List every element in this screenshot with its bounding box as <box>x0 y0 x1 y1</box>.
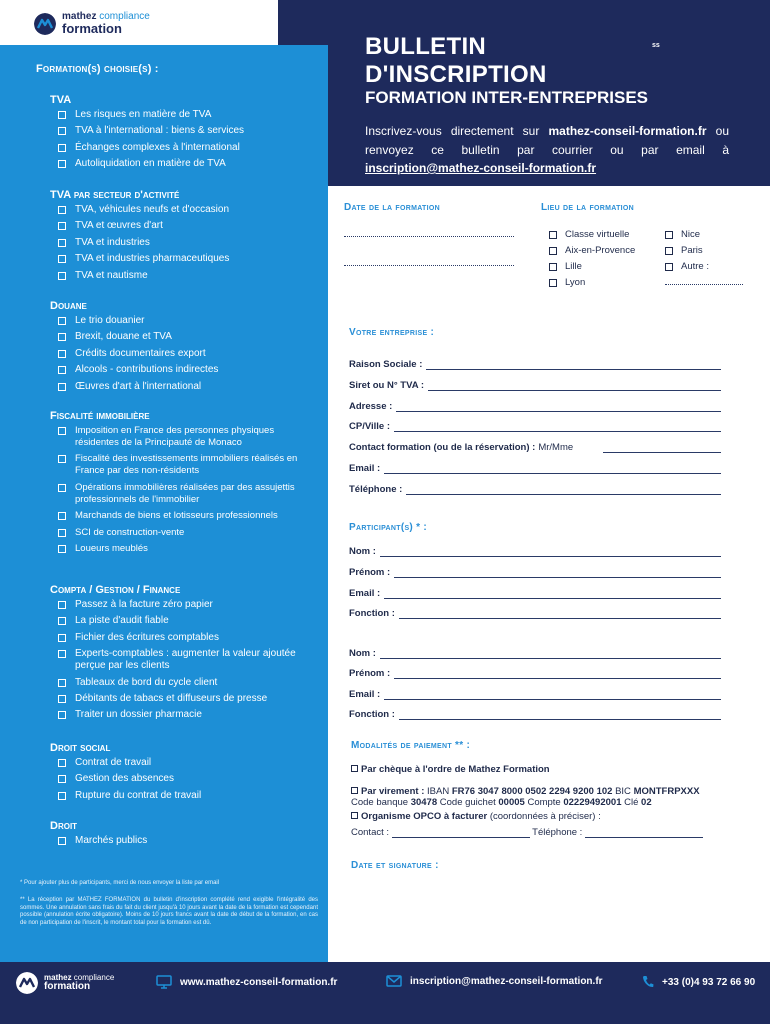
raison-sociale-field[interactable] <box>349 359 721 370</box>
training-option[interactable] <box>50 510 300 522</box>
opco-contact-label: Contact : <box>351 827 390 838</box>
checkbox[interactable] <box>58 634 66 642</box>
participant1-fonction-field[interactable] <box>349 608 721 619</box>
page-title <box>365 33 547 89</box>
checkbox[interactable] <box>58 601 66 609</box>
date-input-line-1[interactable] <box>344 236 514 237</box>
training-option[interactable] <box>50 315 300 327</box>
checkbox[interactable] <box>58 206 66 214</box>
compte-value: 02229492001 <box>563 797 622 808</box>
intro-site-link[interactable]: mathez-conseil-formation.fr <box>548 124 707 138</box>
participant1-email-field[interactable] <box>349 588 721 599</box>
field-line[interactable] <box>399 711 721 720</box>
section-paiement: Modalités de paiement ** : <box>351 740 471 751</box>
option-label: Échanges complexes à l'international <box>75 141 240 153</box>
training-option[interactable] <box>50 125 300 137</box>
field-line[interactable] <box>384 691 721 700</box>
code-guichet-label: Code guichet <box>439 797 496 808</box>
checkbox[interactable] <box>351 765 358 772</box>
training-option[interactable] <box>50 709 300 721</box>
field-line[interactable] <box>603 444 721 453</box>
field-line[interactable] <box>380 650 721 659</box>
intro-pre: Inscrivez-vous directement sur <box>365 124 549 138</box>
autre-location-line[interactable] <box>665 284 743 285</box>
field-line[interactable] <box>384 590 721 599</box>
checkbox[interactable] <box>58 775 66 783</box>
brand-wordmark <box>62 12 150 35</box>
footer-brand-line1: mathez <box>44 973 72 982</box>
training-selection-panel <box>0 45 328 962</box>
code-guichet-value: 00005 <box>498 797 525 808</box>
training-option[interactable] <box>50 331 300 343</box>
opco-contact-row[interactable] <box>351 827 723 838</box>
checkbox[interactable] <box>58 160 66 168</box>
participant2-fonction-field[interactable] <box>349 709 721 720</box>
location-option[interactable] <box>665 261 709 272</box>
page-subtitle: FORMATION INTER-ENTREPRISES <box>365 88 649 107</box>
option-label: Opérations immobilières réalisées par des assujettis professionnels de l'immobilier <box>75 481 295 505</box>
checkbox[interactable] <box>58 695 66 703</box>
brand-line1-rest: compliance <box>99 11 150 22</box>
field-label: Prénom : <box>349 567 391 578</box>
payment-virement-option[interactable] <box>351 786 751 808</box>
checkbox[interactable] <box>58 711 66 719</box>
footer-email[interactable] <box>386 975 603 987</box>
checkbox[interactable] <box>58 679 66 687</box>
option-label: TVA à l'international : biens & services <box>75 125 245 137</box>
training-option[interactable] <box>50 253 300 265</box>
checkbox[interactable] <box>58 837 66 845</box>
option-label: Marchés publics <box>75 835 148 846</box>
intro-email-link[interactable]: inscription@mathez-conseil-formation.fr <box>365 161 597 175</box>
checkbox[interactable] <box>58 239 66 247</box>
option-label: TVA et industries pharmaceutiques <box>75 253 230 265</box>
group-douane <box>50 300 300 397</box>
iban-value: FR76 3047 8000 0502 2294 9200 102 <box>451 786 613 797</box>
training-option[interactable] <box>50 158 300 170</box>
checkbox[interactable] <box>58 792 66 800</box>
field-line[interactable] <box>426 361 721 370</box>
option-label: Tableaux de bord du cycle client <box>75 676 218 688</box>
footer-website[interactable] <box>156 975 337 989</box>
checkbox[interactable] <box>351 787 358 794</box>
field-label: CP/Ville : <box>349 421 391 432</box>
title-line-1: BULLETIN <box>365 33 487 60</box>
checkbox[interactable] <box>58 255 66 263</box>
option-label: Alcools - contributions indirectes <box>75 364 219 376</box>
footer-logo[interactable] <box>16 972 114 994</box>
checkbox[interactable] <box>58 455 66 463</box>
checkbox[interactable] <box>58 427 66 435</box>
training-option[interactable] <box>50 757 300 769</box>
training-option[interactable] <box>50 364 300 376</box>
section-participants: Participant(s) * : <box>349 522 428 533</box>
civility-label: Mr/Mme <box>538 442 574 453</box>
checkbox[interactable] <box>665 263 673 271</box>
checkbox[interactable] <box>58 222 66 230</box>
group-title: TVA par secteur d'activité <box>50 189 180 201</box>
checkbox[interactable] <box>58 366 66 374</box>
option-label: Gestion des absences <box>75 773 174 785</box>
payment-opco-option[interactable] <box>351 811 601 822</box>
field-label: Nom : <box>349 546 376 557</box>
option-label: Brexit, douane et TVA <box>75 331 172 343</box>
adresse-field[interactable] <box>349 401 721 412</box>
top-logo-area <box>0 0 278 45</box>
option-label: TVA et œuvres d'art <box>75 220 163 232</box>
envelope-icon <box>386 975 402 987</box>
option-label: Traiter un dossier pharmacie <box>75 709 202 721</box>
opco-telephone-label: Téléphone : <box>532 827 583 838</box>
location-label: Lyon <box>565 277 586 288</box>
training-option[interactable] <box>50 615 300 627</box>
option-label: Autoliquidation en matière de TVA <box>75 158 226 170</box>
section-lieu-formation: Lieu de la formation <box>541 202 635 213</box>
email-text: inscription@mathez-conseil-formation.fr <box>410 975 603 987</box>
location-label: Aix-en-Provence <box>565 245 636 256</box>
checkbox[interactable] <box>58 333 66 341</box>
checkbox[interactable] <box>58 529 66 537</box>
field-label: Fonction : <box>349 608 395 619</box>
field-label: Email : <box>349 463 381 474</box>
participant2-email-field[interactable] <box>349 689 721 700</box>
checkbox[interactable] <box>58 512 66 520</box>
brand-logo[interactable] <box>34 12 150 35</box>
field-label: Fonction : <box>349 709 395 720</box>
option-label: Crédits documentaires export <box>75 347 206 359</box>
location-option[interactable] <box>549 277 585 288</box>
cle-label: Clé <box>624 797 639 808</box>
cheque-label: Par chèque à l'ordre de Mathez Formation <box>361 764 550 775</box>
participant2-nom-field[interactable] <box>349 648 721 659</box>
opco-note: (coordonnées à préciser) : <box>489 811 601 822</box>
entreprise-email-field[interactable] <box>349 463 721 474</box>
group-title: Droit social <box>50 742 111 754</box>
bic-value: MONTFRPXXX <box>633 786 700 797</box>
option-label: Imposition en France des personnes physiques résidentes de la Principauté de Monaco <box>75 425 275 448</box>
group-title: TVA <box>50 94 72 106</box>
training-option[interactable] <box>50 835 300 847</box>
checkbox[interactable] <box>549 263 557 271</box>
checkbox[interactable] <box>549 231 557 239</box>
cle-value: 02 <box>641 797 652 808</box>
location-label: Nice <box>681 229 701 240</box>
training-option[interactable] <box>50 142 300 154</box>
location-option[interactable] <box>549 229 629 240</box>
checkbox[interactable] <box>665 247 673 255</box>
checkbox[interactable] <box>58 272 66 280</box>
section-entreprise: Votre entreprise : <box>349 327 435 338</box>
field-line[interactable] <box>394 423 721 432</box>
phone-text: +33 (0)4 93 72 66 90 <box>662 976 756 988</box>
option-label: SCI de construction-vente <box>75 526 185 538</box>
location-option[interactable] <box>549 245 635 256</box>
title-line-2: D'INSCRIPTION <box>365 61 547 88</box>
opco-contact-line[interactable] <box>392 829 530 838</box>
option-label: TVA et nautisme <box>75 269 148 281</box>
phone-icon <box>642 975 654 989</box>
training-option[interactable] <box>50 693 300 705</box>
checkbox[interactable] <box>58 111 66 119</box>
field-label: Email : <box>349 689 381 700</box>
checkbox[interactable] <box>58 650 66 658</box>
siret-field[interactable] <box>349 380 721 391</box>
option-label: Marchands de biens et lotisseurs professionnels <box>75 510 278 522</box>
checkbox[interactable] <box>549 279 557 287</box>
field-line[interactable] <box>380 548 721 557</box>
participant1-prenom-field[interactable] <box>349 567 721 578</box>
group-compta-gestion-finance <box>50 584 300 726</box>
brand-line2: formation <box>62 21 122 36</box>
training-option[interactable] <box>50 220 300 232</box>
field-label: Raison Sociale : <box>349 359 423 370</box>
training-option[interactable] <box>50 677 300 689</box>
field-label: Adresse : <box>349 401 393 412</box>
option-label: TVA et industries <box>75 236 150 248</box>
header-banner <box>278 0 770 186</box>
section-date-formation: Date de la formation <box>344 202 440 213</box>
payment-cheque-option[interactable] <box>351 764 550 775</box>
participant1-nom-field[interactable] <box>349 546 721 557</box>
field-line[interactable] <box>394 670 721 679</box>
sidebar-title: Formation(s) choisie(s) : <box>36 63 159 75</box>
training-option[interactable] <box>50 425 300 449</box>
field-label: Siret ou N° TVA : <box>349 380 425 391</box>
option-label: Le trio douanier <box>75 315 145 326</box>
option-label: Contrat de travail <box>75 757 152 768</box>
location-label: Lille <box>565 261 582 272</box>
group-title: Douane <box>50 300 87 312</box>
field-line[interactable] <box>399 610 721 619</box>
field-label: Nom : <box>349 648 376 659</box>
checkbox[interactable] <box>58 383 66 391</box>
section-signature: Date et signature : <box>351 860 439 871</box>
code-banque-label: Code banque <box>351 797 409 808</box>
training-option[interactable] <box>50 109 300 121</box>
intro-text <box>365 122 729 178</box>
location-label: Autre : <box>681 261 709 272</box>
training-option[interactable] <box>50 482 300 506</box>
brand-line1: mathez <box>62 11 97 22</box>
training-option[interactable] <box>50 599 300 611</box>
bic-label: BIC <box>615 786 631 797</box>
option-label: Débitants de tabacs et diffuseurs de presse <box>75 692 268 704</box>
training-option[interactable] <box>50 790 300 802</box>
group-fiscalite-immobiliere <box>50 410 300 559</box>
compte-label: Compte <box>527 797 561 808</box>
training-option[interactable] <box>50 527 300 539</box>
group-tva <box>50 94 300 175</box>
footer-brand-line2: formation <box>44 981 91 992</box>
iban-label: IBAN <box>427 786 450 797</box>
checkbox[interactable] <box>58 759 66 767</box>
training-option[interactable] <box>50 204 300 216</box>
option-label: TVA, véhicules neufs et d'occasion <box>75 204 230 215</box>
training-option[interactable] <box>50 648 300 672</box>
option-label: La piste d'audit fiable <box>75 615 169 627</box>
field-line[interactable] <box>396 403 721 412</box>
intro-mid: ou renvoyez ce bulletin par courrier ou par email à <box>365 124 729 157</box>
opco-telephone-line[interactable] <box>585 829 703 838</box>
training-option[interactable] <box>50 237 300 249</box>
checkbox[interactable] <box>58 545 66 553</box>
training-option[interactable] <box>50 543 300 555</box>
field-line[interactable] <box>384 465 721 474</box>
cp-ville-field[interactable] <box>349 421 721 432</box>
option-label: Experts-comptables : augmenter la valeur ajoutée perçue par les clients <box>75 648 296 672</box>
group-title: Fiscalité immobilière <box>50 410 150 422</box>
training-option[interactable] <box>50 381 300 393</box>
checkbox[interactable] <box>351 812 358 819</box>
option-label: Fiscalité des investissements immobiliers réalisés en France par des non-résidents <box>75 453 298 477</box>
option-label: Loueurs meublés <box>75 542 148 554</box>
field-line[interactable] <box>428 382 721 391</box>
checkbox[interactable] <box>58 317 66 325</box>
checkbox[interactable] <box>58 350 66 358</box>
group-title: Compta / Gestion / Finance <box>50 584 181 596</box>
participant2-prenom-field[interactable] <box>349 668 721 679</box>
group-droit <box>50 820 300 851</box>
location-option[interactable] <box>665 229 700 240</box>
field-label: Email : <box>349 588 381 599</box>
field-line[interactable] <box>394 569 721 578</box>
footer-wordmark <box>44 974 114 992</box>
footer <box>0 962 770 1024</box>
footnote-participants: * Pour ajouter plus de participants, merci de nous envoyer la liste par email <box>20 880 220 886</box>
form-code: ss <box>652 42 660 49</box>
checkbox[interactable] <box>58 617 66 625</box>
footer-brand-line1-rest: compliance <box>73 973 115 982</box>
logo-mark-icon <box>34 13 56 35</box>
field-label: Prénom : <box>349 668 391 679</box>
website-text: www.mathez-conseil-formation.fr <box>180 976 338 988</box>
training-option[interactable] <box>50 270 300 282</box>
footer-phone[interactable] <box>642 975 755 989</box>
opco-label: Organisme OPCO à facturer <box>361 811 488 822</box>
telephone-field[interactable] <box>349 484 721 495</box>
group-tva-secteur <box>50 189 300 286</box>
field-label: Téléphone : <box>349 484 403 495</box>
group-title: Droit <box>50 820 78 832</box>
option-label: Les risques en matière de TVA <box>75 109 212 120</box>
virement-label: Par virement : <box>361 786 425 797</box>
location-label: Classe virtuelle <box>565 229 630 240</box>
date-input-line-2[interactable] <box>344 265 514 266</box>
group-droit-social <box>50 742 300 806</box>
training-option[interactable] <box>50 632 300 644</box>
code-banque-value: 30478 <box>410 797 438 808</box>
checkbox[interactable] <box>58 484 66 492</box>
location-label: Paris <box>681 245 703 256</box>
footer-logo-mark-icon <box>16 972 38 994</box>
checkbox[interactable] <box>58 144 66 152</box>
checkbox[interactable] <box>58 127 66 135</box>
field-line[interactable] <box>406 486 721 495</box>
option-label: Rupture du contrat de travail <box>75 789 202 801</box>
training-option[interactable] <box>50 453 300 477</box>
option-label: Fichier des écritures comptables <box>75 631 219 643</box>
monitor-icon <box>156 975 172 989</box>
location-option[interactable] <box>665 245 703 256</box>
training-option[interactable] <box>50 773 300 785</box>
contact-formation-field[interactable] <box>349 442 721 453</box>
location-option[interactable] <box>549 261 582 272</box>
option-label: Passez à la facture zéro papier <box>75 599 213 610</box>
footnote-conditions: ** La réception par MATHEZ FORMATION du bulletin d'inscription complété rend exigible l'intégralité des sommes. Une annulation sans frais du fait du client jusqu'à 10 jours avant la date de la formation est cependant possible (annulation écrite obligatoire). Moins de 10 jours francs avant la date de début de la formation, en cas de non participation de l'inscrit, le montant total pour la formation est dû. <box>20 897 318 926</box>
checkbox[interactable] <box>665 231 673 239</box>
field-label: Contact formation (ou de la réservation) : <box>349 442 536 453</box>
checkbox[interactable] <box>549 247 557 255</box>
training-option[interactable] <box>50 348 300 360</box>
option-label: Œuvres d'art à l'international <box>75 380 202 392</box>
